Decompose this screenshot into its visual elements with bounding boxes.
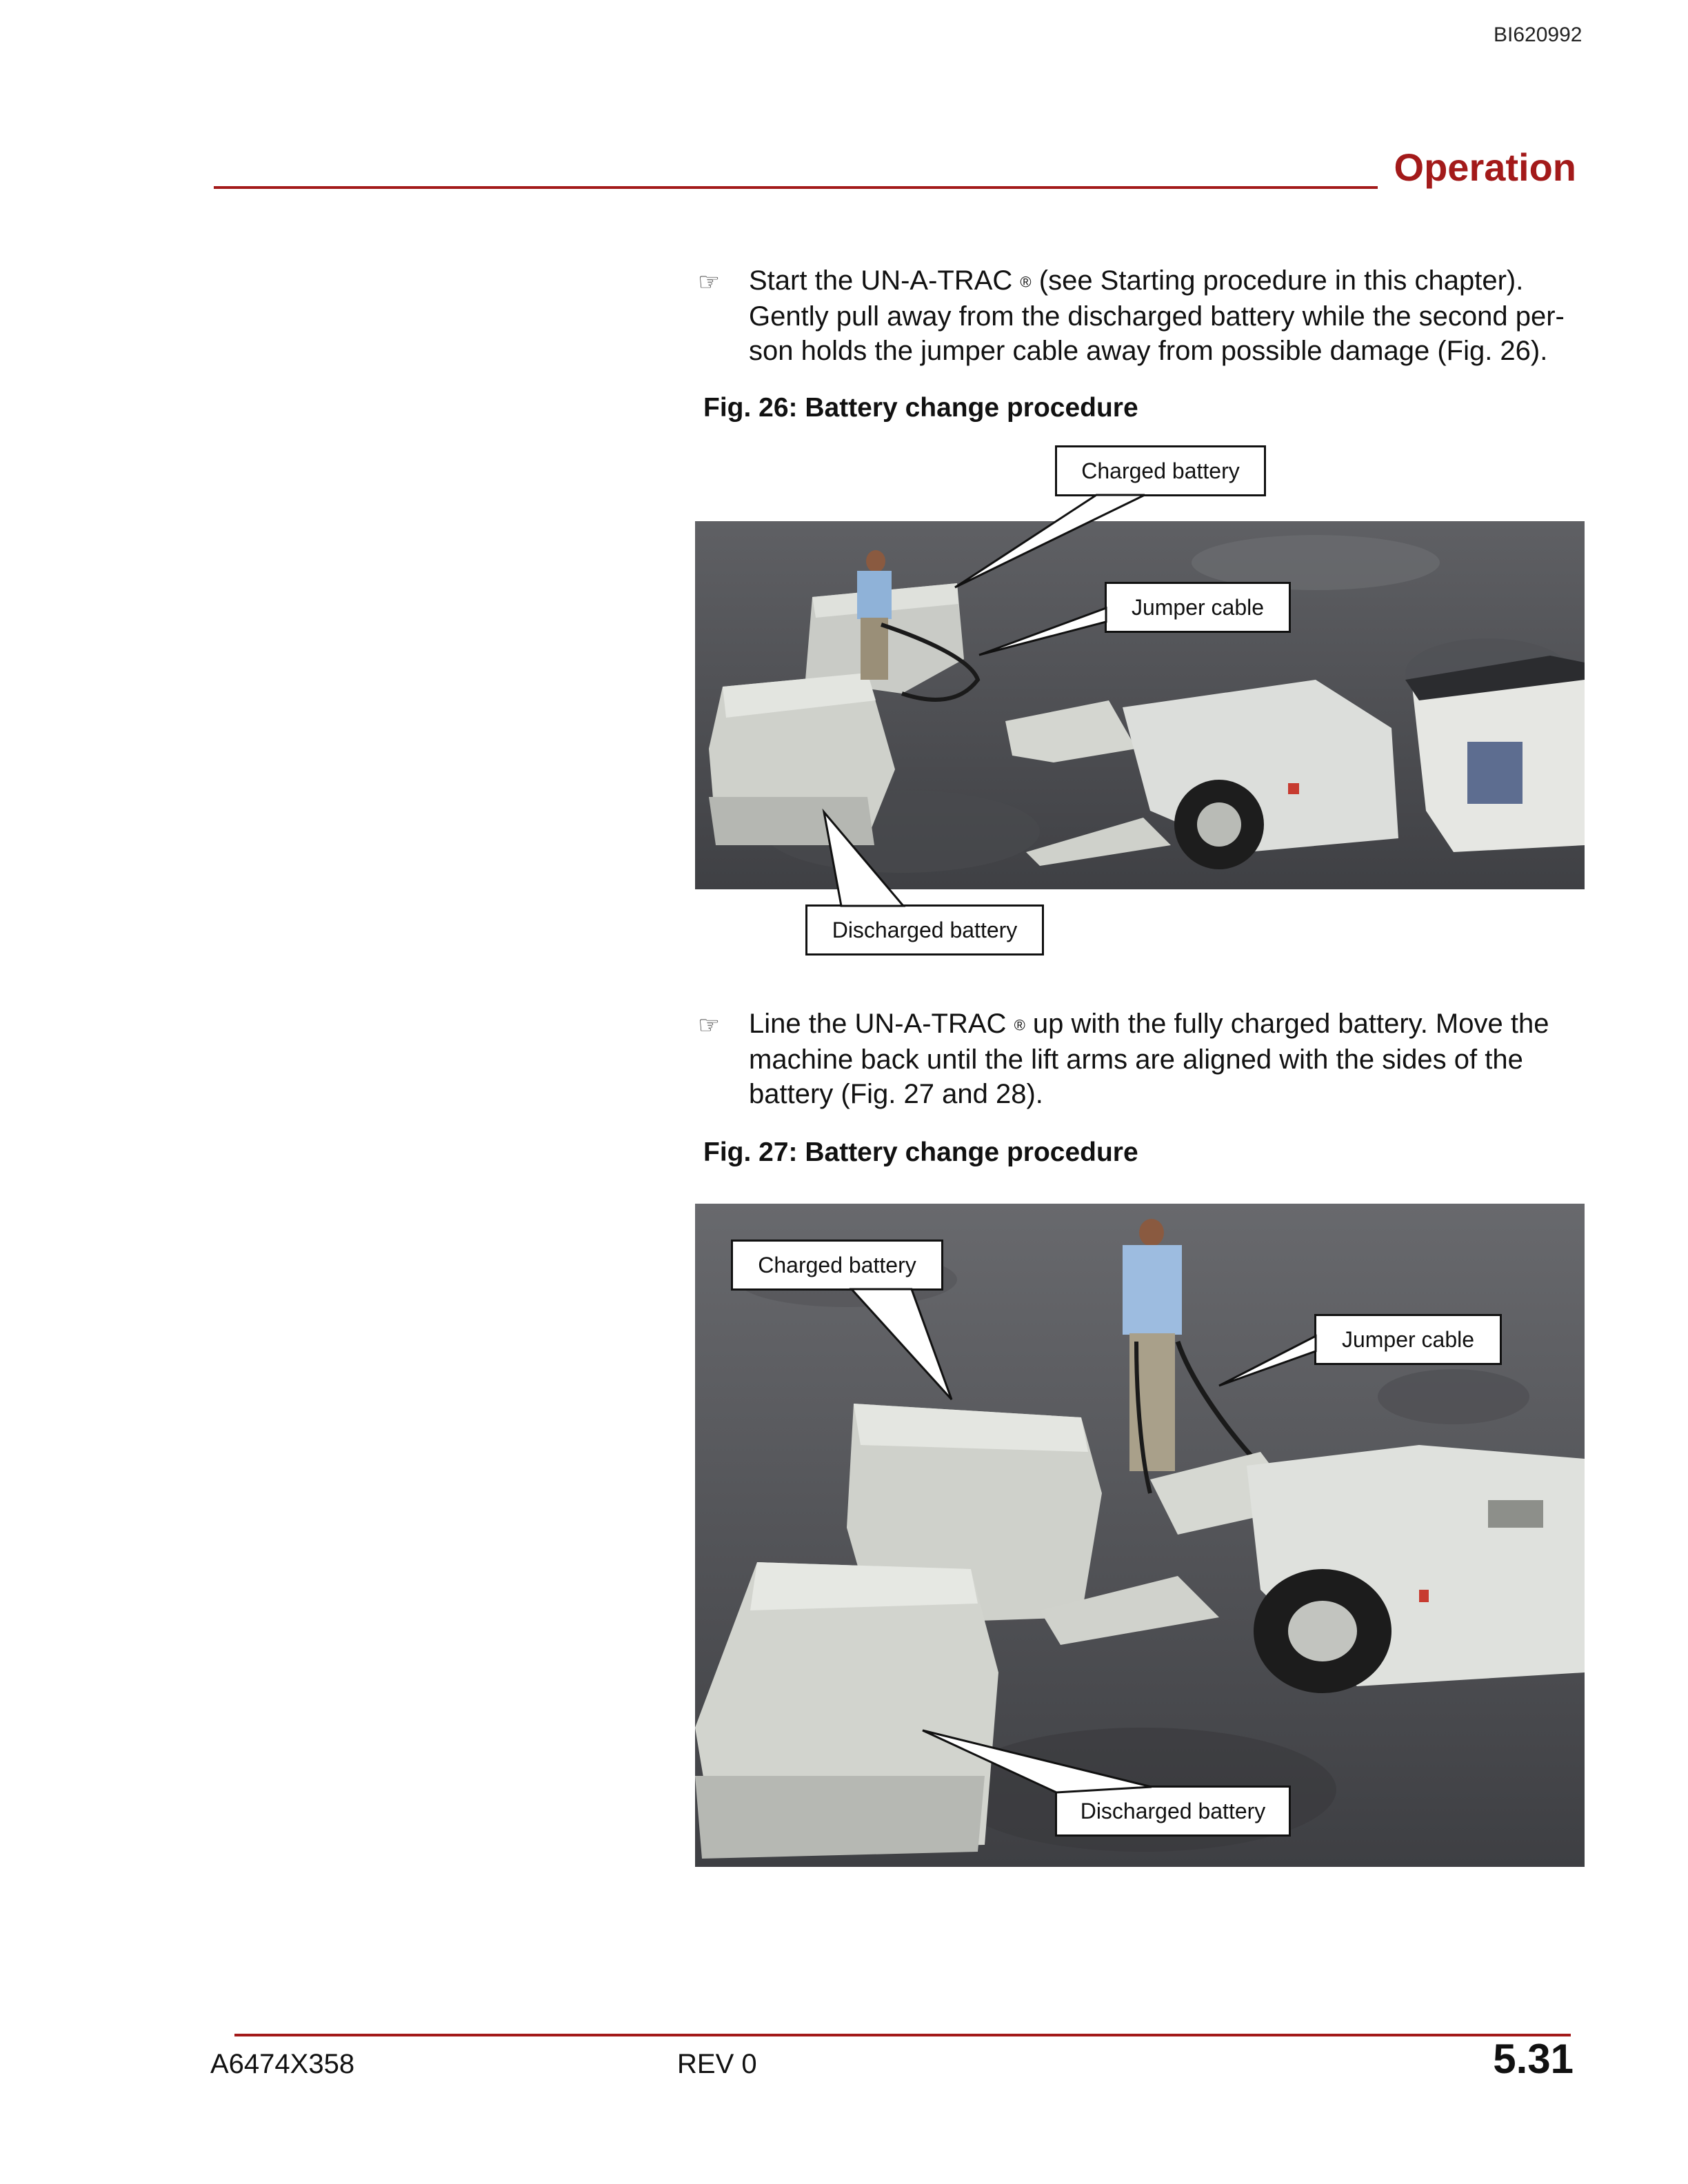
pointing-hand-icon: ☞ [698, 1011, 721, 1039]
step-1-text-b: (see Starting procedure in this chapter). [1031, 265, 1524, 296]
fig27-callout-jumper-cable: Jumper cable [1314, 1314, 1502, 1365]
pointing-hand-icon: ☞ [698, 267, 721, 296]
fig26-callout-jumper-cable: Jumper cable [1105, 582, 1291, 633]
fig26-callout-discharged-battery: Discharged battery [805, 904, 1044, 956]
step-2-line-3: battery (Fig. 27 and 28). [749, 1079, 1043, 1110]
step-2-text-b: up with the fully charged battery. Move the [1025, 1009, 1549, 1039]
step-1-text-a: Start the UN-A-TRAC [749, 265, 1013, 296]
figure-26-caption: Fig. 26: Battery change procedure [703, 393, 1138, 423]
footer-rule [234, 2034, 1571, 2036]
step-1-line-2: Gently pull away from the discharged battery while the second per- [749, 301, 1565, 332]
step-1-line-3: son holds the jumper cable away from possible damage (Fig. 26). [749, 336, 1548, 367]
section-title: Operation [1394, 145, 1576, 189]
page-number: 5.31 [1493, 2036, 1574, 2082]
header-rule [214, 186, 1378, 189]
document-code: BI620992 [1494, 23, 1582, 46]
footer-revision: REV 0 [677, 2049, 757, 2079]
figure-27-photo [695, 1204, 1585, 1867]
fig26-callout-charged-battery: Charged battery [1055, 445, 1266, 496]
fig27-callout-charged-battery: Charged battery [731, 1240, 943, 1291]
step-2-line-2: machine back until the lift arms are aligned with the sides of the [749, 1044, 1523, 1075]
step-2-text [749, 1007, 1576, 1111]
figure-27-caption: Fig. 27: Battery change procedure [703, 1138, 1138, 1167]
step-2-text-a: Line the UN-A-TRAC [749, 1009, 1007, 1039]
footer-part-number: A6474X358 [210, 2049, 355, 2079]
fig27-callout-discharged-battery: Discharged battery [1055, 1786, 1291, 1837]
registered-mark: ® [1014, 1016, 1025, 1034]
figure-26-photo [695, 521, 1585, 889]
step-1-text [749, 263, 1576, 368]
registered-mark: ® [1020, 273, 1032, 291]
